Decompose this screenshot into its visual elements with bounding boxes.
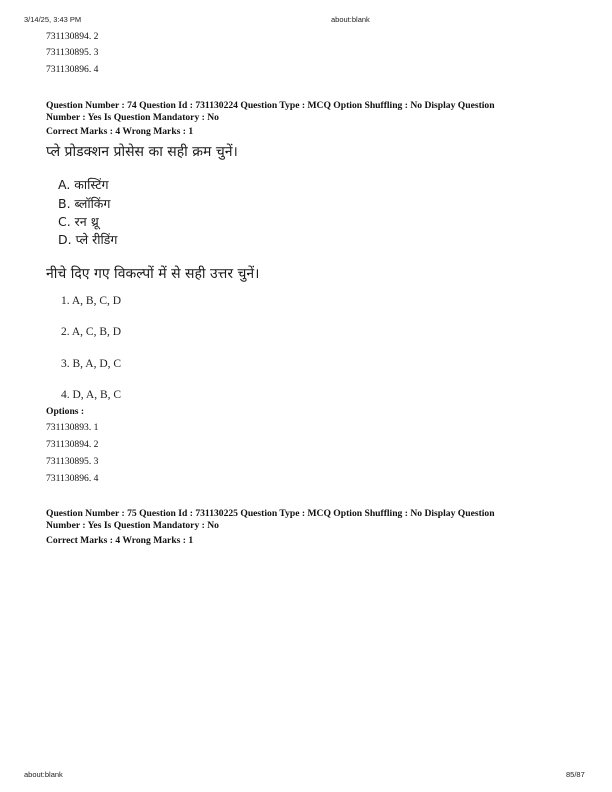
q75-meta-line1: Question Number : 75 Question Id : 731130225 Question Type : MCQ Option Shuffling : No Display Question: [46, 508, 495, 519]
q75-marks: Correct Marks : 4 Wrong Marks : 1: [46, 535, 194, 546]
q75-meta-line2: Number : Yes Is Question Mandatory : No: [46, 520, 219, 531]
q74-options-label: Options :: [46, 406, 85, 417]
q74-choice-3: 3. B, A, D, C: [61, 358, 122, 370]
q74-option-id: 731130894. 2: [46, 439, 99, 450]
prev-option-line: 731130896. 4: [46, 64, 99, 75]
q74-item-d: D. प्ले रीडिंग: [58, 232, 118, 247]
q74-item-b: B. ब्लॉकिंग: [58, 196, 111, 211]
q74-option-id: 731130895. 3: [46, 456, 99, 467]
q74-meta-line1: Question Number : 74 Question Id : 731130224 Question Type : MCQ Option Shuffling : No Display Question: [46, 100, 495, 111]
prev-option-line: 731130895. 3: [46, 47, 99, 58]
q74-choice-4: 4. D, A, B, C: [61, 389, 122, 401]
q74-meta-line2: Number : Yes Is Question Mandatory : No: [46, 112, 219, 123]
footer-url: about:blank: [24, 770, 63, 779]
q74-choice-2: 2. A, C, B, D: [61, 326, 122, 338]
q74-option-id: 731130893. 1: [46, 422, 99, 433]
q74-item-a: A. कास्टिंग: [58, 177, 109, 192]
q74-option-id: 731130896. 4: [46, 473, 99, 484]
q74-choice-1: 1. A, B, C, D: [61, 295, 122, 307]
page-number: 85/87: [566, 770, 585, 779]
print-datetime: 3/14/25, 3:43 PM: [24, 15, 82, 24]
q74-instruction: नीचे दिए गए विकल्पों में से सही उत्तर चुनें।: [46, 266, 260, 282]
prev-option-line: 731130894. 2: [46, 31, 99, 42]
print-url: about:blank: [331, 15, 370, 24]
q74-question-text: प्ले प्रोडक्शन प्रोसेस का सही क्रम चुनें।: [46, 144, 238, 160]
q74-marks: Correct Marks : 4 Wrong Marks : 1: [46, 126, 194, 137]
q74-item-c: C. रन थ्रू: [58, 214, 99, 229]
